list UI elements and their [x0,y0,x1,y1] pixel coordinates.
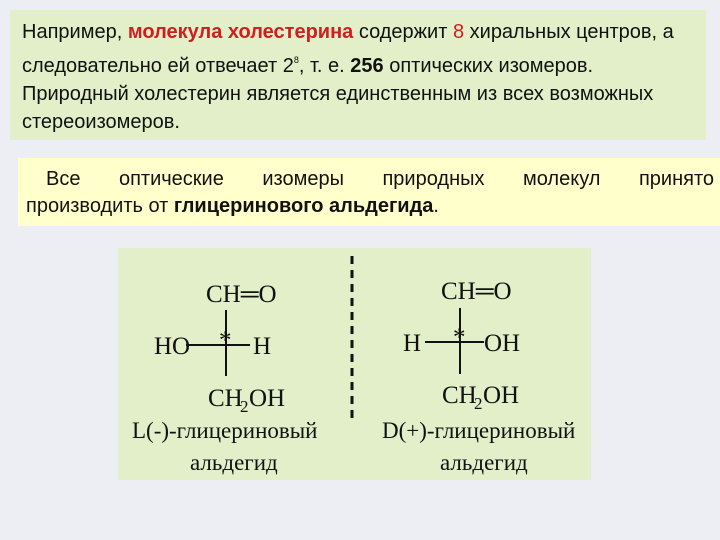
l-glyceraldehyde-structure [132,281,318,475]
ch2oh-subscript: 2 [240,397,249,416]
text-fragment: хиральных центров, а следовательно ей отвечает 2 [22,21,674,77]
text-fragment: , т. е. [298,55,345,77]
word: молекул [523,168,601,190]
text-fragment: содержит [358,21,448,43]
paragraph-second-line [26,193,714,220]
highlight-cholesterol: молекула холестерина [127,21,354,43]
word: оптические [118,168,224,190]
hydroxyl-left: HO [154,333,191,360]
chiral-star: * [219,327,232,354]
fischer-projection-svg [118,248,591,480]
d-caption-line1: D(+)-глицериновый [382,418,576,443]
word: Все [46,168,81,190]
ch2oh-ch: CH [208,385,243,412]
isomer-count: 256 [350,55,384,77]
hydroxyl-right: OH [484,330,521,357]
hydrogen-left: H [403,330,422,357]
fischer-projection-diagram [118,248,591,480]
glyceraldehyde-paragraph [18,158,720,226]
word: природных [382,168,485,190]
d-caption-line2: альдегид [440,450,528,475]
exponent: 8 [293,55,299,65]
ch2oh-oh: OH [483,382,520,409]
text-fragment: производить от [26,195,169,217]
aldehyde-group: CH═O [441,278,512,305]
ch2oh-oh: OH [249,385,286,412]
text-fragment: . [433,195,439,217]
ch2oh-subscript: 2 [474,394,483,413]
l-caption-line1: L(-)-глицериновый [132,418,318,443]
chiral-count: 8 [452,21,465,43]
hydrogen-right: H [253,333,272,360]
intro-paragraph [10,10,706,140]
paragraph-first-line [26,166,714,193]
chiral-star: * [453,324,466,351]
l-caption-line2: альдегид [190,450,278,475]
word: принято [638,168,714,190]
glyceraldehyde-term: глицеринового альдегида [173,195,434,217]
aldehyde-group: CH═O [206,281,277,308]
ch2oh-ch: CH [442,382,477,409]
d-glyceraldehyde-structure [382,278,575,475]
text-fragment: оптических изомеров. Природный холестерин является единственным из всех возможных стереоизомеров. [22,55,654,133]
text-fragment: Например, [22,21,123,43]
word: изомеры [262,168,344,190]
